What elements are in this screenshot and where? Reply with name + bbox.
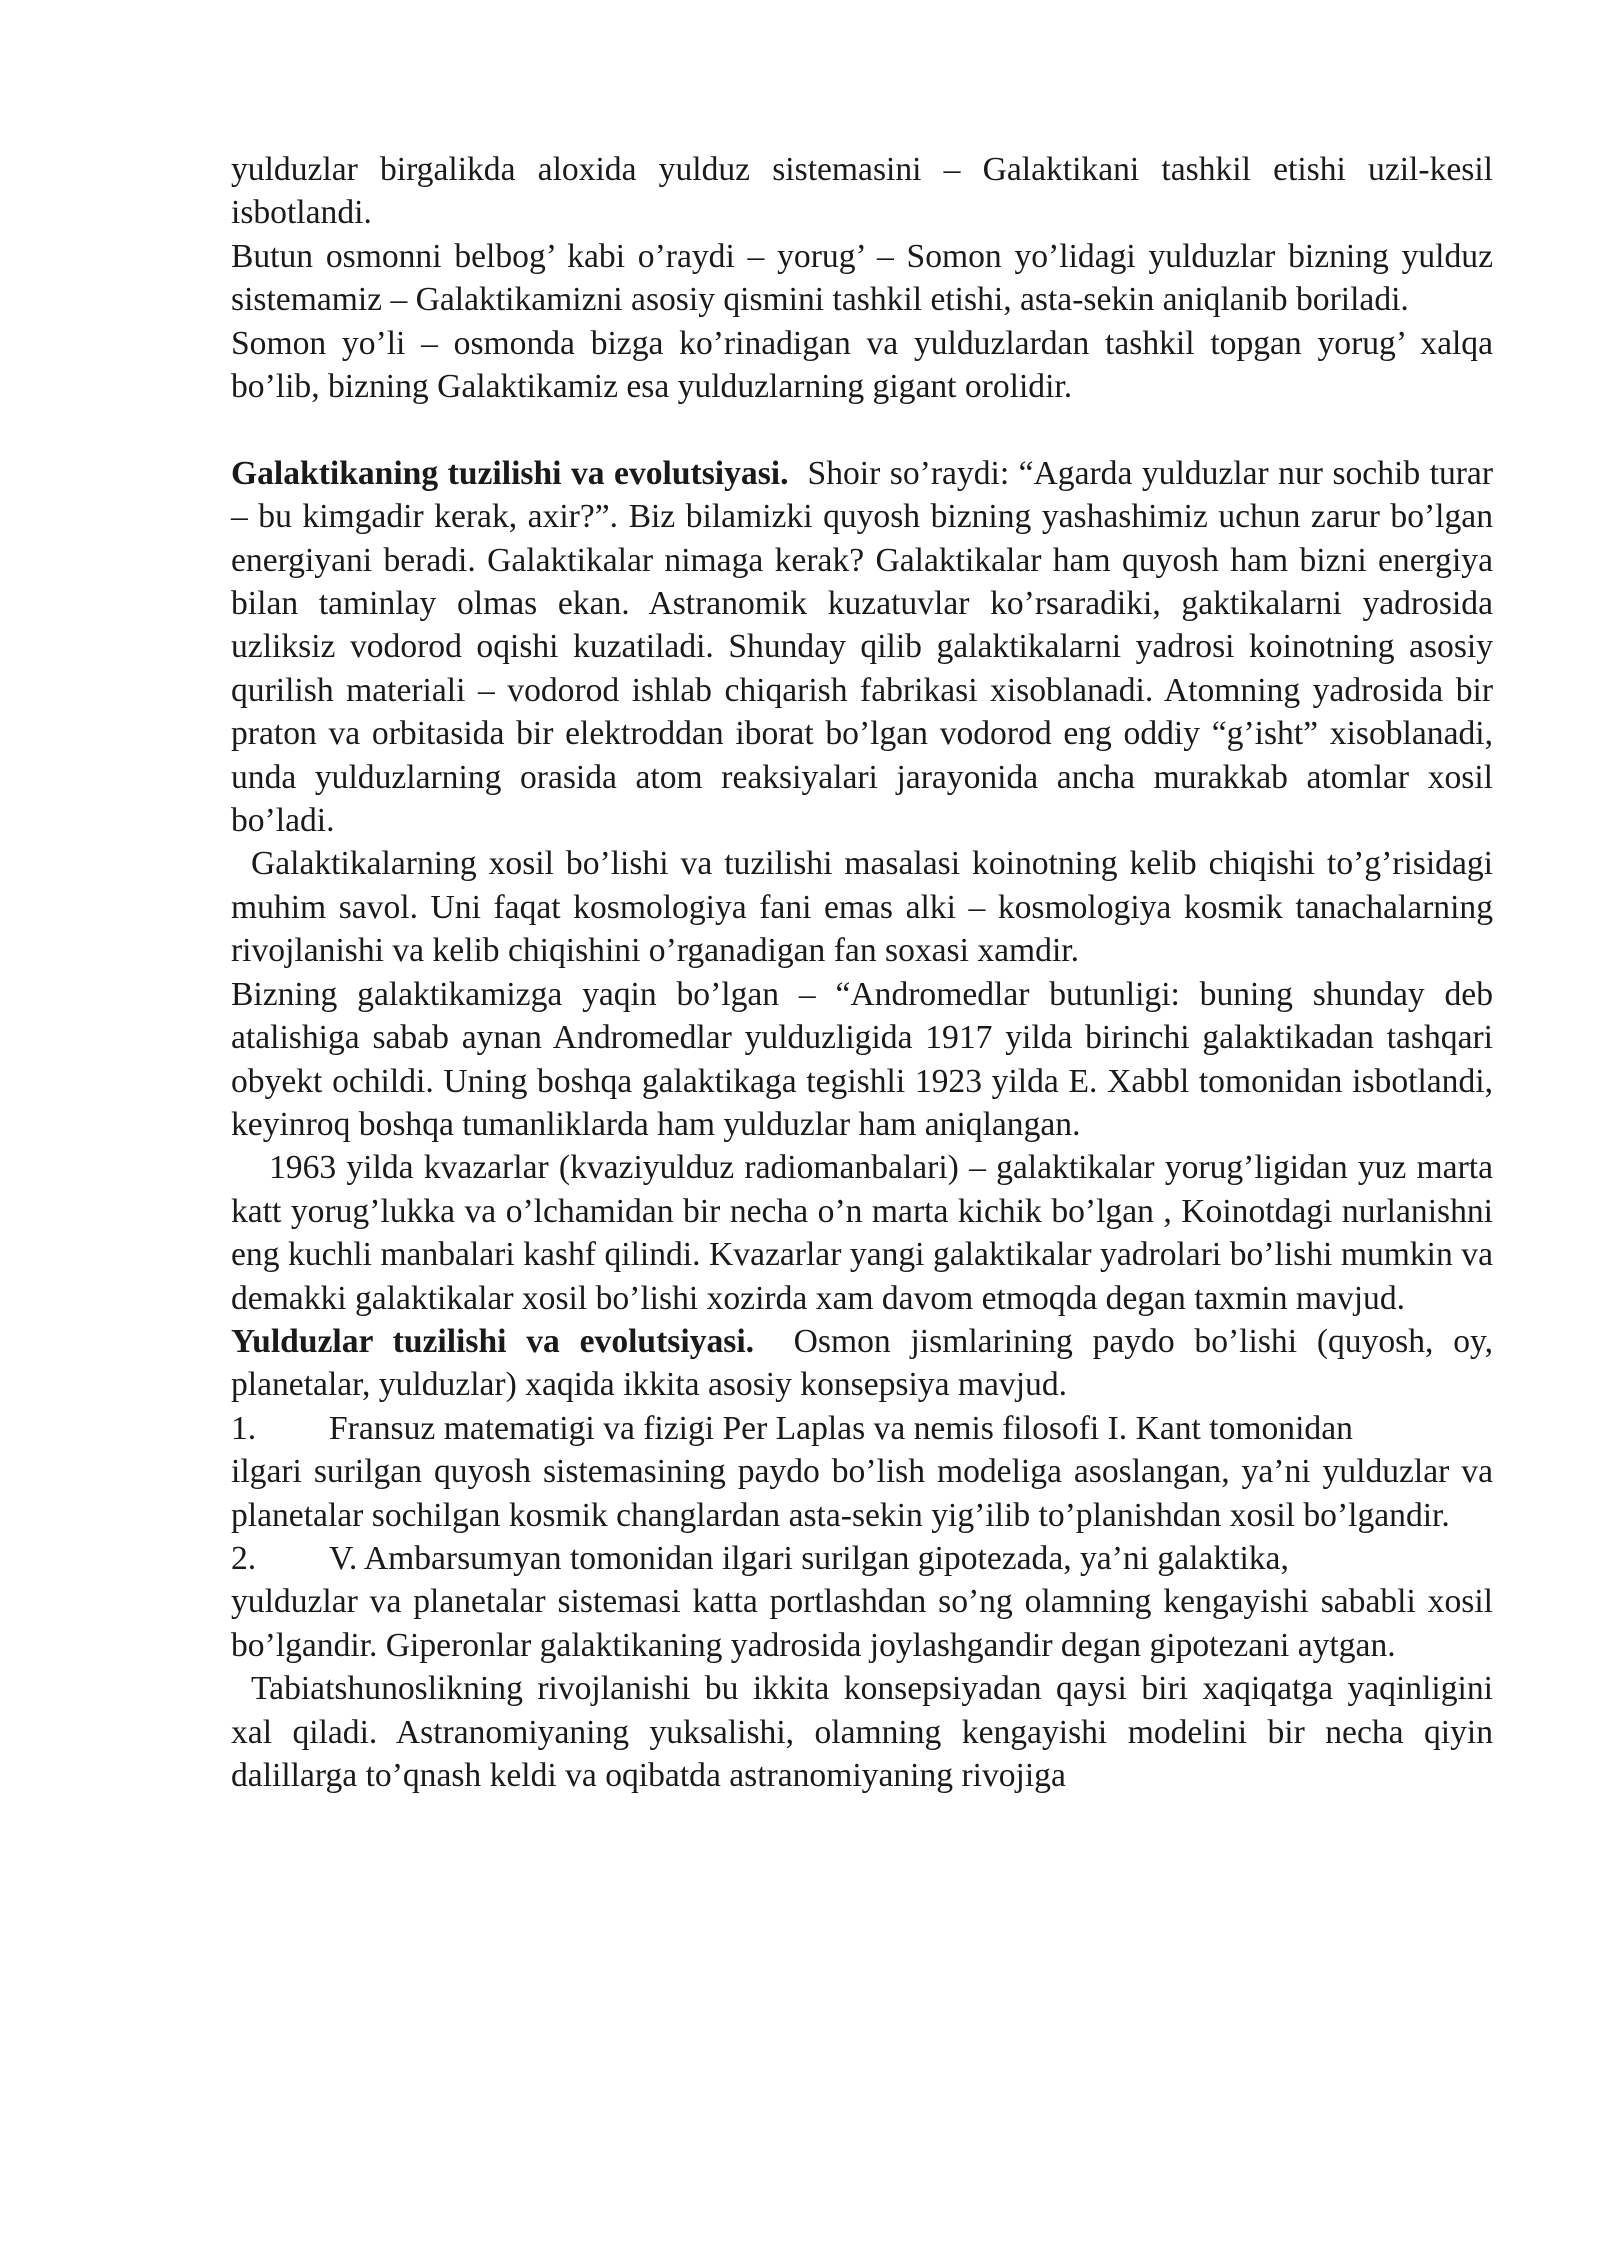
list-item-first-line: V. Ambarsumyan tomonidan ilgari surilgan gipotezada, ya’ni galaktika, (329, 1539, 1289, 1577)
section-star-structure (231, 1320, 1493, 1407)
paragraph-andromeda: Bizning galaktikamizga yaqin bo’lgan – “Andromedlar butunligi: buning shunday deb atalishiga sabab aynan Andromedlar yulduzligida 1917 yilda birinchi galaktikadan tashqari obyekt ochildi. Uning boshqa galaktikaga tegishli 1923 yilda E. Xabbl tomonidan isbotlandi, keyinroq boshqa tumanliklarda ham yulduzlar ham aniqlangan. (231, 975, 1493, 1143)
paragraph-natural-science: Tabiatshunoslikning rivojlanishi bu ikkita konsepsiyadan qaysi biri xaqiqatga yaqinligini xal qiladi. Astranomiyaning yuksalishi, olamning kengayishi modelini bir necha qiyin dalillarga to’qnash keldi va oqibatda astranomiyaning rivojiga (231, 1670, 1493, 1795)
paragraph-two-concepts: Osmon jismlarining paydo bo’lishi (quyosh, oy, planetalar, yulduzlar) xaqida ikkita asosiy konsepsiya mavjud. (231, 1322, 1493, 1404)
heading-galaxy-structure: Galaktikaning tuzilishi va evolutsiyasi. (231, 454, 789, 492)
paragraph-galaxy-formation: Galaktikalarning xosil bo’lishi va tuzilishi masalasi koinotning kelib chiqishi to’g’risidagi muhim savol. Uni faqat kosmologiya fani emas alki – kosmologiya kosmik tanachalarning rivojlanishi va kelib chiqishini o’rganadigan fan soxasi xamdir. (231, 845, 1493, 970)
paragraph-galaxy-proof: yulduzlar birgalikda aloxida yulduz sistemasini – Galaktikani tashkil etishi uzil-kesil isbotlandi. (231, 151, 1493, 232)
list-item-text: yulduzlar va planetalar sistemasi katta portlashdan so’ng olamning kengayishi sababli xosil bo’lgandir. Giperonlar galaktikaning yadrosida joylashgandir degan gipotezani aytgan. (231, 1583, 1493, 1664)
list-number: 1. (231, 1409, 257, 1447)
section-galaxy-structure (231, 452, 1493, 843)
document-page (231, 148, 1493, 1797)
paragraph-spacer (231, 408, 1493, 451)
list-item-first-line: Fransuz matematigi va fizigi Per Laplas va nemis filosofi I. Kant tomonidan (329, 1409, 1353, 1447)
paragraph-quasars: 1963 yilda kvazarlar (kvaziyulduz radiomanbalari) – galaktikalar yorug’ligidan yuz marta katt yorug’lukka va o’lchamidan bir necha o’n marta kichik bo’lgan , Koinotdagi nurlanishni eng kuchli manbalari kashf qilindi. Kvazarlar yangi galaktikalar yadrolari bo’lishi mumkin va demakki galaktikalar xosil bo’lishi xozirda xam davom etmoqda degan taxmin mavjud. (231, 1149, 1493, 1317)
paragraph-milky-way-ring: Somon yo’li – osmonda bizga ko’rinadigan va yulduzlardan tashkil topgan yorug’ xalqa bo’lib, bizning Galaktikamiz esa yulduzlarning gigant orolidir. (231, 324, 1493, 406)
list-item (231, 1407, 1493, 1537)
list-item (231, 1537, 1493, 1667)
paragraph-milky-way-belt: Butun osmonni belbog’ kabi o’raydi – yorug’ – Somon yo’lidagi yulduzlar bizning yulduz sistemamiz – Galaktikamizni asosiy qismini tashkil etishi, asta-sekin aniqlanib boriladi. (231, 237, 1493, 319)
list-number: 2. (231, 1539, 257, 1577)
paragraph-galaxy-energy: Shoir so’raydi: “Agarda yulduzlar nur sochib turar – bu kimgadir kerak, axir?”. Biz bilamizki quyosh bizning yashashimiz uchun zarur bo’lgan energiyani beradi. Galaktikalar nimaga kerak? Galaktikalar ham quyosh ham bizni energiya bilan taminlay olmas ekan. Astranomik kuzatuvlar ko’rsaradiki, gaktikalarni yadrosida uzliksiz vodorod oqishi kuzatiladi. Shunday qilib galaktikalarni yadrosi koinotning asosiy qurilish materiali – vodorod ishlab chiqarish fabrikasi xisoblanadi. Atomning yadrosida bir praton va orbitasida bir elektroddan iborat bo’lgan vodorod eng oddiy “g’isht” xisoblanadi, unda yulduzlarning orasida atom reaksiyalari jarayonida ancha murakkab atomlar xosil bo’ladi. (231, 454, 1494, 840)
heading-star-structure: Yulduzlar tuzilishi va evolutsiyasi. (231, 1322, 755, 1360)
list-item-text: ilgari surilgan quyosh sistemasining paydo bo’lish modeliga asoslangan, ya’ni yulduzlar va planetalar sochilgan kosmik changlardan asta-sekin yig’ilib to’planishdan xosil bo’lgandir. (231, 1453, 1493, 1534)
